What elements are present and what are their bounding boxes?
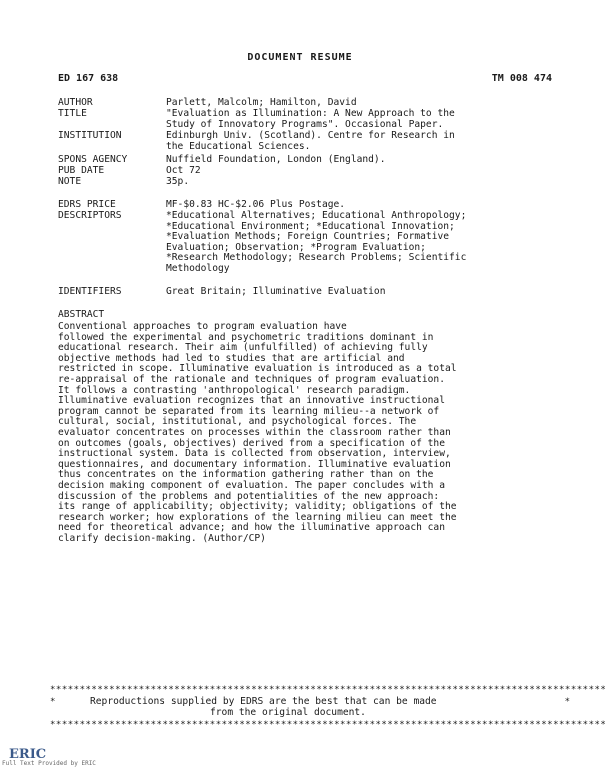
field-label: TITLE [58,108,87,119]
field-label: EDRS PRICE [58,199,116,210]
field-label: NOTE [58,176,82,187]
star-border-top: ********************************************************************************************** [50,685,606,695]
field-value: Edinburgh Univ. (Scotland). Centre for Research in the Educational Sciences. [166,130,455,152]
field-value: Parlett, Malcolm; Hamilton, David [166,97,357,108]
ed-number: ED 167 638 [58,73,119,84]
tm-number: TM 008 474 [491,73,552,84]
eric-caption: Full Text Provided by ERIC [2,760,96,767]
star-border-bottom: ********************************************************************************************** [50,720,606,730]
field-label: AUTHOR [58,97,93,108]
field-label: DESCRIPTORS [58,210,122,221]
star-edge-left: * [50,697,56,707]
field-value: 35p. [166,176,190,187]
field-label: PUB DATE [58,165,105,176]
abstract-label: ABSTRACT [58,309,105,320]
document-title: DOCUMENT RESUME [247,52,353,63]
field-value: "Evaluation as Illumination: A New Approach to the Study of Innovatory Programs". Occasional Paper. [166,108,455,130]
field-value: Great Britain; Illuminative Evaluation [166,286,386,297]
field-label: SPONS AGENCY [58,154,128,165]
field-label: INSTITUTION [58,130,122,141]
notice-line-1: Reproductions supplied by EDRS are the best that can be made [90,696,437,707]
field-value: Nuffield Foundation, London (England). [166,154,386,165]
field-label: IDENTIFIERS [58,286,122,297]
notice-line-2: from the original document. [210,707,366,718]
field-value: Oct 72 [166,165,201,176]
field-value: MF-$0.83 HC-$2.06 Plus Postage. [166,199,346,210]
field-value: *Educational Alternatives; Educational Anthropology; *Educational Environment; *Educational Innovation; *Evaluation Methods; Foreign Countries; Formative Evaluation; Observation; *Program Evaluation; *Research Methodology; Research Problems; Scientific Methodology [166,210,467,274]
eric-logo-text: ERIC [9,747,47,762]
star-edge-right: * [564,697,570,707]
abstract-text: Conventional approaches to program evaluation have followed the experimental and psychometric traditions dominant in educational research. Their aim (unfulfilled) of achieving fully objective methods had led to studies that are artificial and restricted in scope. Illuminative evaluation is introduced as a total re-appraisal of the rationale and techniques of program evaluation. It follows a contrasting 'anthropological' research paradigm. Illuminative evaluation recognizes that an innovative instructional program cannot be separated from its learning milieu--a network of cultural, social, institutional, and psychological forces. The evaluator concentrates on processes within the classroom rather than on outcomes (goals, objectives) derived from a specification of the instructional system. Data is collected from observation, interview, questionnaires, and documentary information. Illuminative evaluation thus concentrates on the information gathering rather than on the decision making component of evaluation. The paper concludes with a discussion of the problems and potentialities of the new approach: its range of applicability; objectivity; validity; obligations of the research worker; how explorations of the learning milieu can meet the need for theoretical advance; and how the illuminative approach can clarify decision-making. (Author/CP) [58,321,457,544]
